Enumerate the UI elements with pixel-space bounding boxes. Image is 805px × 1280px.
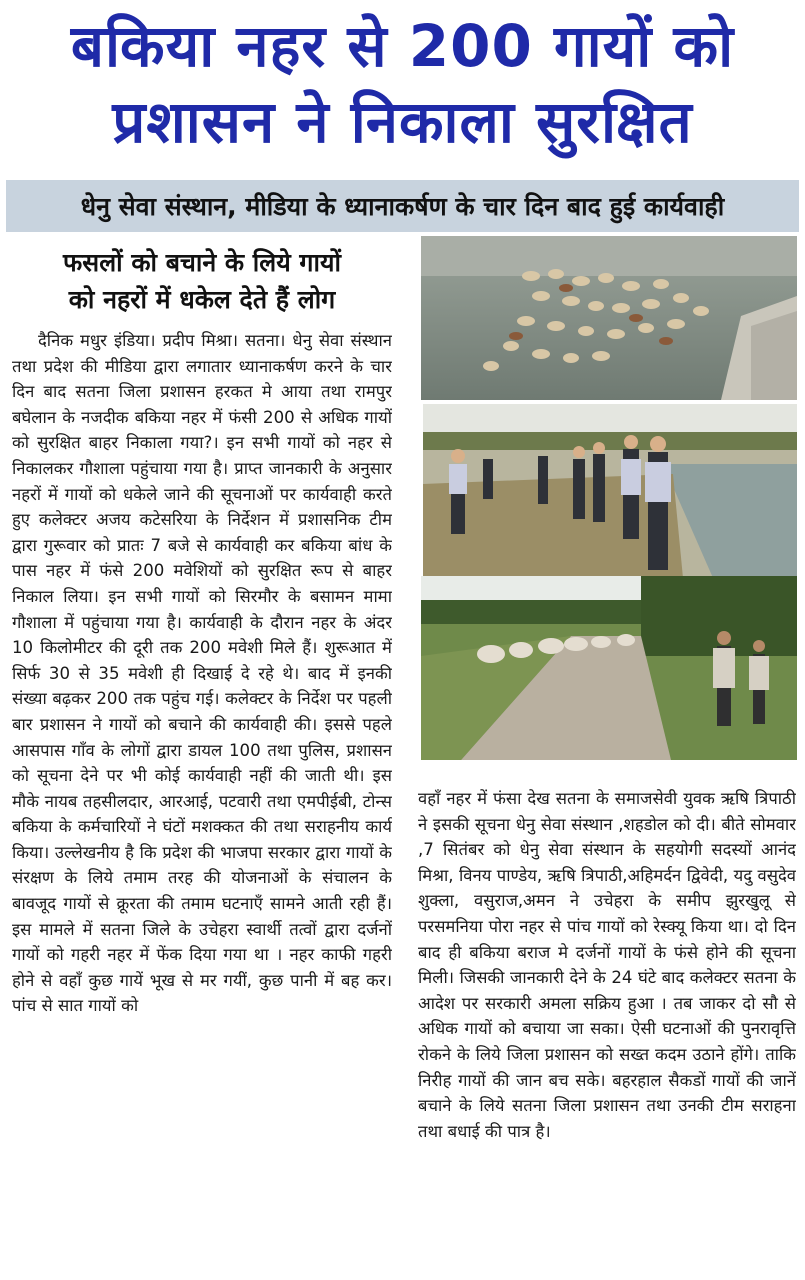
headline-line-2: प्रशासन ने निकाला सुरक्षित (112, 88, 693, 156)
section-heading-line-2: को नहरों में धकेल देते हैं लोग (68, 285, 336, 314)
section-heading-line-1: फसलों को बचाने के लिये गायों (63, 248, 341, 277)
right-column (418, 786, 796, 1274)
photo-cows-on-road (421, 576, 797, 760)
photo-officials-at-canal (423, 404, 797, 578)
subheadline: धेनु सेवा संस्थान, मीडिया के ध्यानाकर्षण के चार दिन बाद हुई कार्यवाही (80, 192, 725, 221)
photo-cows-in-canal (421, 236, 797, 400)
subheadline-bar (6, 180, 799, 232)
photo-cows-in-canal-image (421, 236, 797, 400)
photo-officials-at-canal-image (423, 404, 797, 578)
article-body-right: वहाँ नहर में फंसा देख सतना के समाजसेवी युवक ऋषि त्रिपाठी ने इसकी सूचना धेनु सेवा संस्थान ,शहडोल को दी। बीते सोमवार ,7 सितंबर को धेनु सेवा संस्थान के सहयोगी सदस्यों आनंद मिश्रा, विनय पाण्डेय, ऋषि त्रिपाठी,अहिमर्दन द्विवेदी, यदु वसुदेव शुक्ला, वसुराज,अमन ने उचेहरा के समीप झुरखुलू से परसमनिया पोरा नहर से पांच गायों को रेस्क्यू किया था। दो दिन बाद ही बकिया बराज मे दर्जनों गायों के फंसे होने की सूचना मिली। जिसकी जानकारी देने के 24 घंटे बाद कलेक्टर सतना के आदेश पर सरकारी अमला सक्रिय हुआ । तब जाकर दो सौ से अधिक गायों को बचाया जा सका। ऐसी घटनाओं की पुनरावृत्ति रोकने के लिये जिला प्रशासन को सख्त कदम उठाने होंगे। ताकि निरीह गायों की जान बच सके। बहरहाल सैकडों गायों की जानें बचाने के लिये सतना जिला प्रशासन तथा उनकी टीम सराहना तथा बधाई की पात्र है। (418, 789, 796, 1141)
left-column (12, 240, 392, 1276)
headline-line-1: बकिया नहर से 200 गायों को (70, 12, 735, 80)
headline (0, 8, 805, 160)
photo-cows-on-road-image (421, 576, 797, 760)
article-body-left: दैनिक मधुर इंडिया। प्रदीप मिश्रा। सतना। धेनु सेवा संस्थान तथा प्रदेश की मीडिया द्वारा लगातार ध्यानाकर्षण करने के चार दिन बाद सतना जिला प्रशासन हरकत मे आया तथा रामपुर बघेलान के नजदीक बकिया नहर में फंसी 200 से अधिक गायों को सुरक्षित बाहर निकाला गया?। इन सभी गायों को नहर से निकालकर गौशाला पहुंचाया गया है। प्राप्त जानकारी के अनुसार नहरों में गायों को धकेले जाने की सूचनाओं पर कार्यवाही करते हुए कलेक्टर अजय कटेसरिया के निर्देशन में प्रशासनिक टीम द्वारा गुरूवार को प्रातः 7 बजे से कार्यवाही कर बकिया बांध के पास नहर में फंसे 200 मवेशियों को सुरक्षित रूप से बाहर निकाल लिया। इन सभी गायों को सिरमौर के बसामन मामा गौशाला में पहुंचाया गया है। कार्यवाही के दौरान नहर के अंदर 10 किलोमीटर की दूरी तक 200 मवेशी मिले हैं। शुरूआत में सिर्फ 30 से 35 मवेशी ही दिखाई दे रहे थे। बाद में इनकी संख्या बढ़कर 200 तक पहुंच गई। कलेक्टर के निर्देश पर पहली बार प्रशासन ने गायों को बचाने की कार्यवाही की। इससे पहले आसपास गाँव के लोगों द्वारा डायल 100 तथा पुलिस, प्रशासन को सूचना देने पर भी कोई कार्यवाही नहीं की जाती थी। इस मौके नायब तहसीलदार, आरआई, पटवारी तथा एमपीईबी, टोन्स बकिया के कर्मचारियों ने घंटों मशक्कत की तथा सराहनीय कार्य किया। उल्लेखनीय है कि प्रदेश की भाजपा सरकार द्वारा गायों के संरक्षण के लिये तमाम तरह की योजनाओं के संचालन के बावजूद गायों से क्रूरता की तमाम घटनाएँ सामने आती रही हैं। इस मामले में सतना जिले के उचेहरा स्वार्थी तत्वों द्वारा दर्जनों गायों को गहरी नहर में फेंक दिया गया था । नहर काफी गहरी होने से वहाँ कुछ गायें भूख से मर गयीं, कुछ पानी में बह कर। पांच से सात गायों को (12, 331, 392, 1016)
section-heading (12, 244, 392, 318)
